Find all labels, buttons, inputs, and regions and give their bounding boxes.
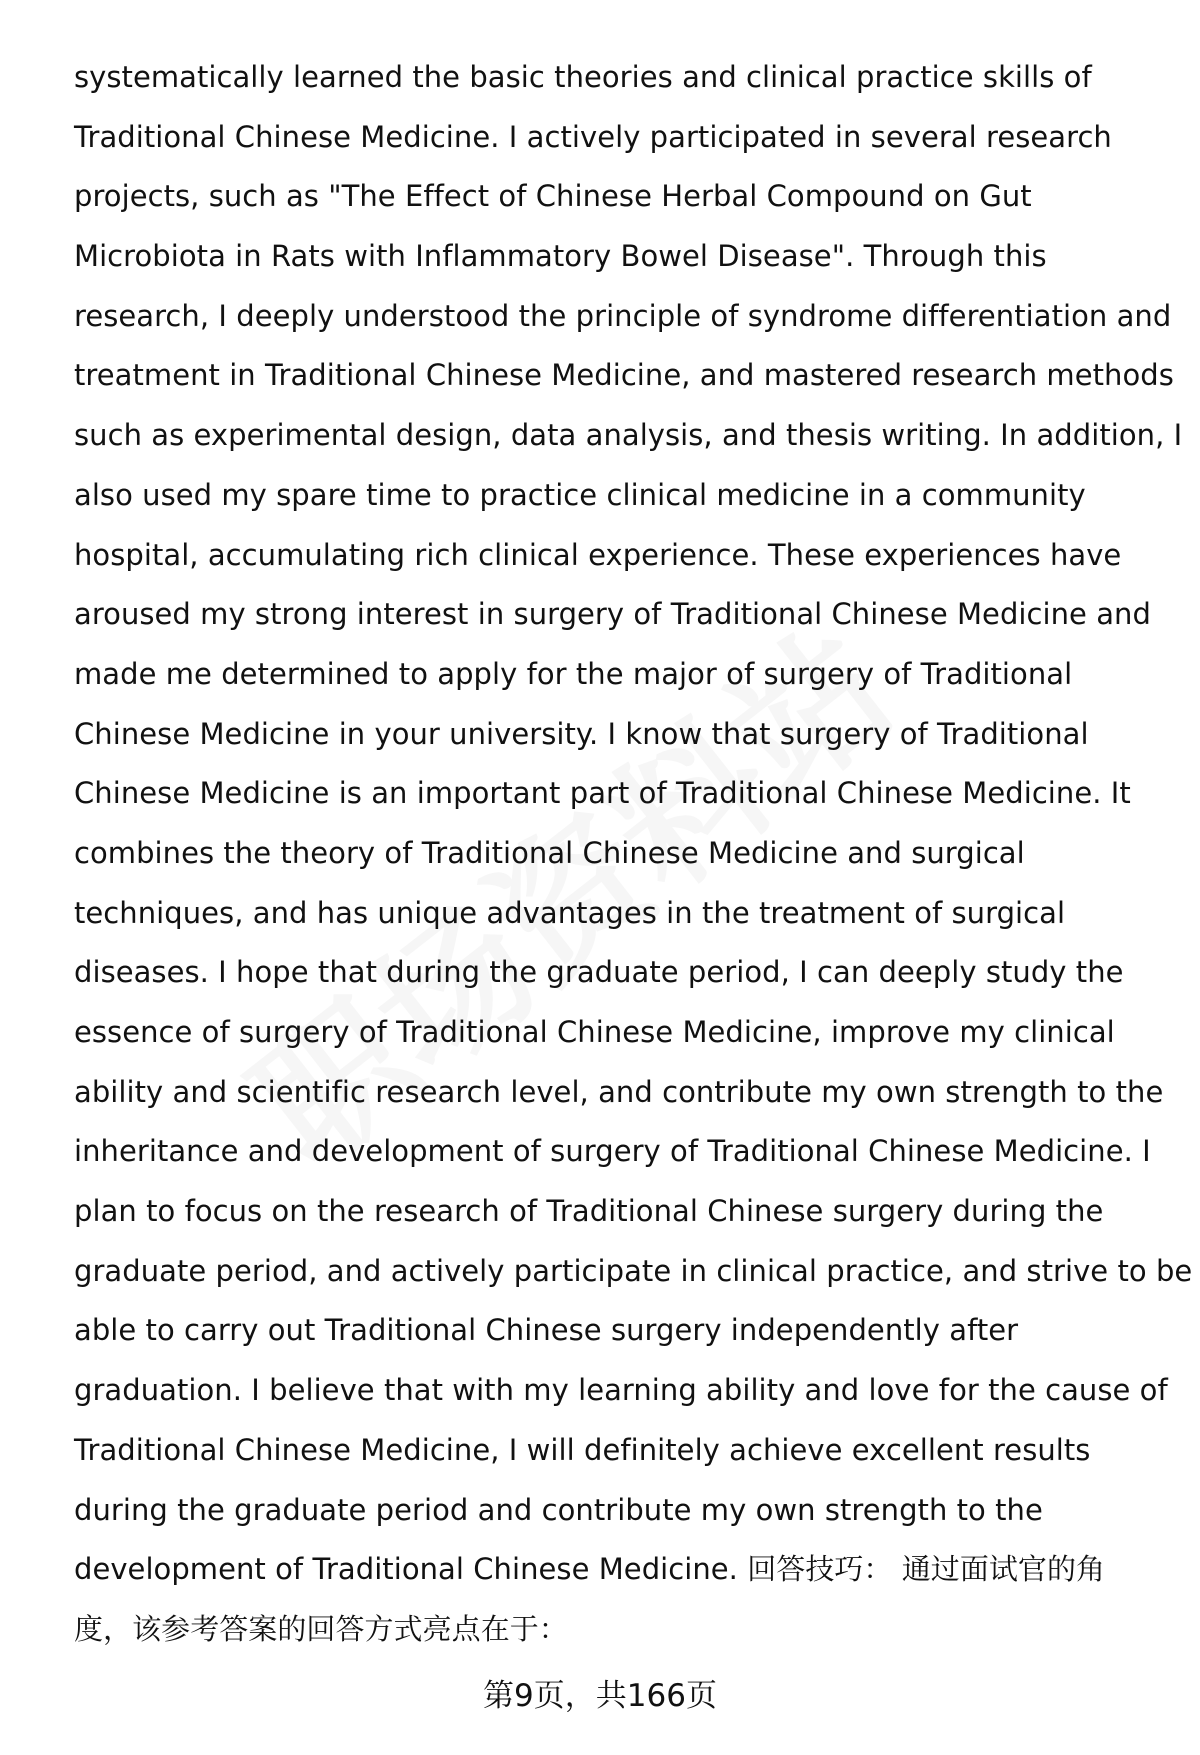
text-line: essence of surgery of Traditional Chinese Medicine, improve my clinical <box>74 1015 1115 1049</box>
text-line: during the graduate period and contribute my own strength to the <box>74 1492 1043 1527</box>
text-line: combines the theory of Traditional Chinese Medicine and surgical <box>74 835 1025 870</box>
document-body <box>74 48 1193 1660</box>
text-line: plan to focus on the research of Traditional Chinese surgery during the <box>74 1194 1104 1229</box>
text-line: such as experimental design, data analysis, and thesis writing. In addition, I <box>74 418 1183 453</box>
text-line: diseases. I hope that during the graduate period, I can deeply study the <box>74 955 1124 990</box>
text-line: 度，该参考答案的回答方式亮点在于： <box>74 1611 568 1646</box>
text-line: inheritance and development of surgery of Traditional Chinese Medicine. I <box>74 1134 1151 1169</box>
page-number: 第9页，共166页 <box>483 1678 717 1714</box>
text-line: systematically learned the basic theories and clinical practice skills of <box>74 60 1092 94</box>
text-line: Traditional Chinese Medicine, I will definitely achieve excellent results <box>74 1432 1091 1467</box>
text-line: able to carry out Traditional Chinese surgery independently after <box>74 1313 1019 1348</box>
text-line: also used my spare time to practice clinical medicine in a community <box>74 477 1086 512</box>
text-line: projects, such as "The Effect of Chinese Herbal Compound on Gut <box>74 179 1032 214</box>
text-line: made me determined to apply for the major of surgery of Traditional <box>74 656 1073 691</box>
text-line: graduation. I believe that with my learning ability and love for the cause of <box>74 1373 1168 1408</box>
text-line: hospital, accumulating rich clinical experience. These experiences have <box>74 537 1122 572</box>
text-line: Microbiota in Rats with Inflammatory Bowel Disease". Through this <box>74 239 1047 274</box>
text-line: Chinese Medicine in your university. I know that surgery of Traditional <box>74 716 1089 751</box>
text-line: Chinese Medicine is an important part of Traditional Chinese Medicine. It <box>74 776 1131 811</box>
text-line: development of Traditional Chinese Medicine. 回答技巧： 通过面试官的角 <box>74 1552 1106 1587</box>
text-line: ability and scientific research level, and contribute my own strength to the <box>74 1074 1164 1109</box>
text-line: techniques, and has unique advantages in the treatment of surgical <box>74 895 1066 930</box>
text-line: treatment in Traditional Chinese Medicine, and mastered research methods <box>74 358 1174 393</box>
text-line: graduate period, and actively participate in clinical practice, and strive to be <box>74 1253 1193 1288</box>
text-line: aroused my strong interest in surgery of Traditional Chinese Medicine and <box>74 597 1151 632</box>
text-line: Traditional Chinese Medicine. I actively participated in several research <box>74 119 1112 154</box>
text-line: research, I deeply understood the principle of syndrome differentiation and <box>74 298 1172 333</box>
